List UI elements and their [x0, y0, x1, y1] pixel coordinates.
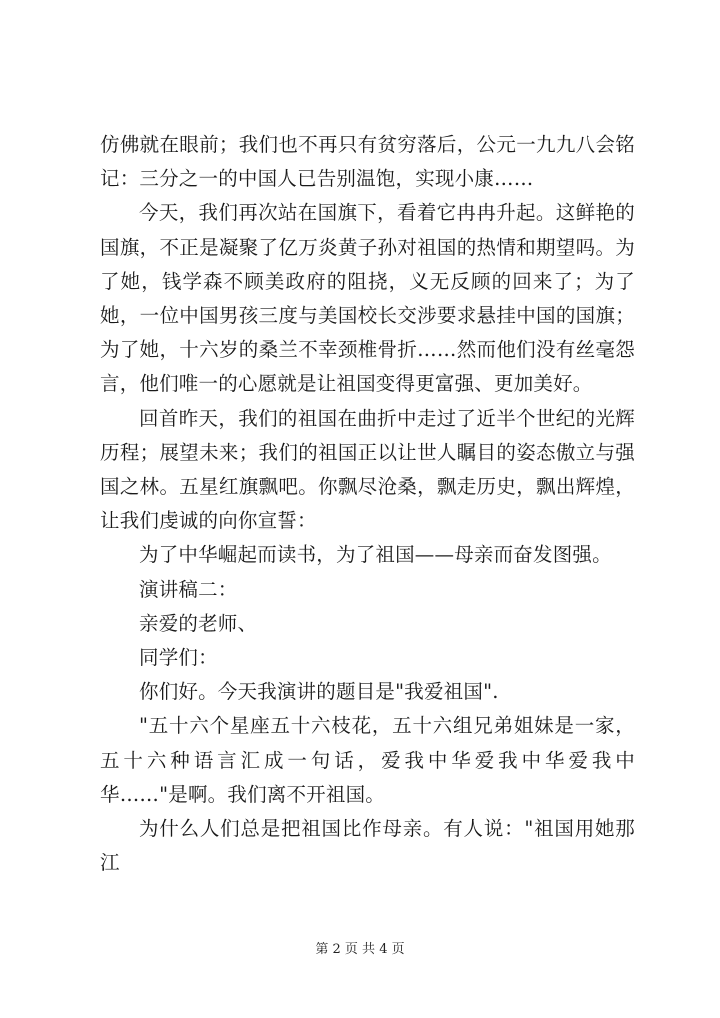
document-body [100, 128, 635, 880]
paragraph-9: "五十六个星座五十六枝花，五十六组兄弟姐妹是一家，五十六种语言汇成一句话，爱我中华爱我中华爱我中华……"是啊。我们离不开祖国。 [100, 714, 635, 806]
paragraph-8: 你们好。今天我演讲的题目是"我爱祖国". [139, 680, 499, 704]
paragraph-7: 同学们： [139, 646, 218, 670]
paragraph-3: 回首昨天，我们的祖国在曲折中走过了近半个世纪的光辉历程；展望未来；我们的祖国正以让世人瞩目的姿态傲立与强国之林。五星红旗飘吧。你飘尽沧桑，飘走历史，飘出辉煌，让我们虔诚的向你宣誓： [100, 406, 635, 533]
paragraph-5: 演讲稿二： [139, 577, 238, 601]
paragraph-2: 今天，我们再次站在国旗下，看着它冉冉升起。这鲜艳的国旗，不正是凝聚了亿万炎黄子孙对祖国的热情和期望吗。为了她，钱学森不顾美政府的阻挠，义无反顾的回来了；为了她，一位中国男孩三度与美国校长交涉要求悬挂中国的国旗；为了她，十六岁的桑兰不幸颈椎骨折……然而他们没有丝毫怨言，他们唯一的心愿就是让祖国变得更富强、更加美好。 [100, 201, 635, 396]
paragraph-4: 为了中华崛起而读书，为了祖国——母亲而奋发图强。 [139, 543, 612, 567]
paragraph-10: 为什么人们总是把祖国比作母亲。有人说："祖国用她那江 [100, 817, 635, 875]
paragraph-1: 仿佛就在眼前；我们也不再只有贫穷落后，公元一九九八会铭记：三分之一的中国人已告别温饱，实现小康…… [100, 133, 635, 191]
page-number-footer: 第 2 页 共 4 页 [315, 942, 405, 957]
paragraph-6: 亲爱的老师、 [139, 611, 258, 635]
